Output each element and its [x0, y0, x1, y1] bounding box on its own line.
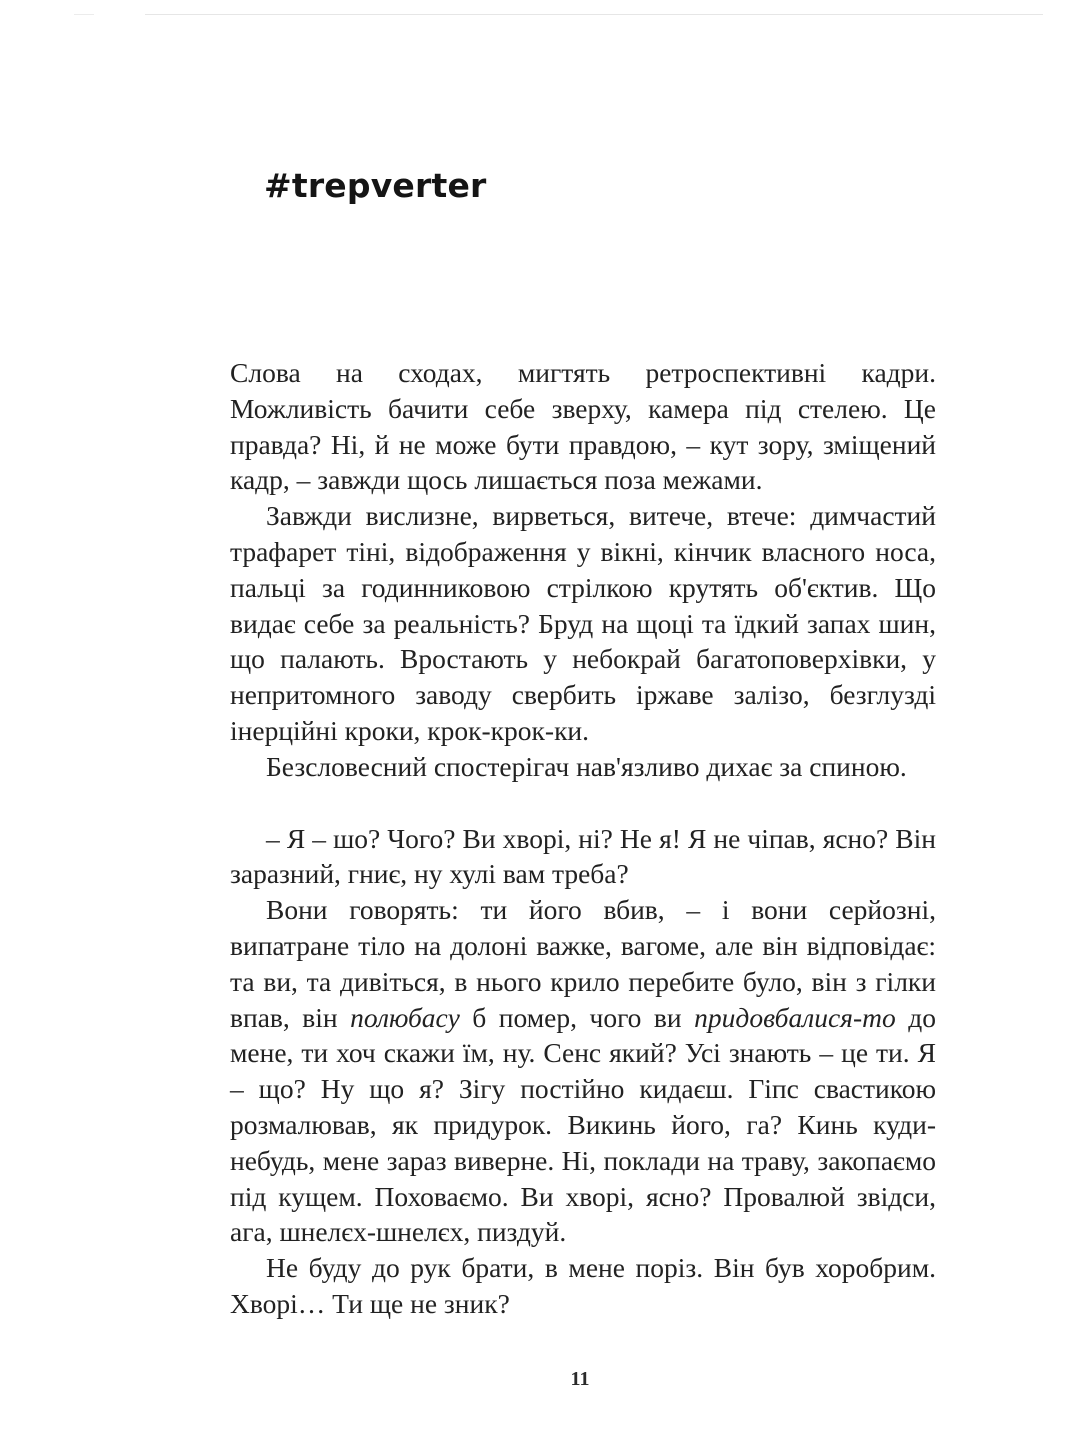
- paragraph-5-part-3: до мене, ти хоч скажи їм, ну. Сенс який? Усі знають – це ти. Я – що? Ну що я? Зігу постійно кидаєш. Гіпс свастикою розмалював, як придурок. Викинь його, га? Кинь куди-небудь, мене зараз виверне. Ні, поклади на траву, закопаємо під кущем. Поховаємо. Ви хворі, ясно? Провалюй звідси, ага, шнелєх-шнелєх, пиздуй.: [230, 1001, 936, 1248]
- paragraph-2: Завжди вислизне, вирветься, витече, втече: димчастий трафарет тіні, відображення у вікні, кінчик власного носа, пальці за годинниковою стрілкою крутять об'єктив. Що видає себе за реальність? Бруд на щоці та їдкий запах шин, що палають. Вростають у небокрай багатоповерхівки, у непритомного заводу свербить іржаве залізо, безглузді інерційні кроки, крок-крок-ки.: [230, 500, 936, 746]
- chapter-title: #trepverter: [264, 166, 487, 205]
- paragraph-4: – Я – шо? Чого? Ви хворі, ні? Не я! Я не чіпав, ясно? Він заразний, гниє, ну хулі вам треба?: [230, 822, 936, 890]
- paragraph-5-part-2: б помер, чого ви: [459, 1001, 695, 1033]
- page-number: 11: [570, 1368, 590, 1390]
- paragraph-5: [230, 892, 936, 1250]
- paragraph-5-part-1: Вони говорять: ти його вбив, – і вони серйозні, випатране тіло на долоні важке, вагоме, але він відповідає: та ви, та дивіться, в нього крило перебите було, він з гілки впав, він: [230, 894, 936, 1033]
- section-break: [230, 785, 936, 821]
- paragraph-1: Слова на сходах, мигтять ретроспективні кадри. Можливість бачити себе зверху, камера під стелею. Це правда? Ні, й не може бути правдою, – кут зору, зміщений кадр, – завжди щось лишається поза межами.: [230, 357, 936, 496]
- italic-word-1: полюбасу: [350, 1001, 460, 1033]
- top-rule: [145, 14, 1043, 15]
- paragraph-6: Не буду до рук брати, в мене поріз. Він був хоробрим. Хворі… Ти ще не зник?: [230, 1252, 936, 1319]
- top-rule-stub: [74, 14, 94, 15]
- body-text: [230, 355, 936, 1322]
- italic-word-2: придовбалися-то: [694, 1001, 896, 1033]
- paragraph-3: Безсловесний спостерігач нав'язливо дихає за спиною.: [266, 750, 907, 782]
